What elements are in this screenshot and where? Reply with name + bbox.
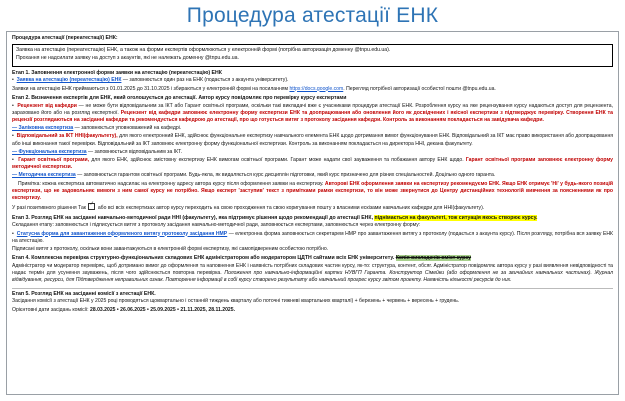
stage-2-line-1 bbox=[12, 103, 613, 125]
stage-4-line-1-b: Положення про навчально-інформаційні картки НУВГП Гаранта. Конструктор Сімейки (або оформлення не за звичайних навчальних частинах). Журнал відвідування, ресурси, для Підтвердження неправильних ознак. Повторення інформації в собі курсу створено результату або навчальний прогрес курсу звітом проекту. Наявність кількості ресурсів до них. bbox=[12, 270, 613, 284]
stage-5-line-1: Засідання комісії з атестації ЕНК у 2025 році проводяться щоквартально і останній тиждень кварталу або поточні тижневі квартальних кварталі) + березень + червень + вересень + грудень. bbox=[12, 298, 460, 305]
stage-2-line-2-rest: — заповнюється уповноважений на кафедрі. bbox=[73, 125, 182, 132]
link-application-form[interactable]: Заявка на атестацію (переатестацію) ЕНК bbox=[16, 77, 122, 84]
stage-2-line-5-a: для якого ЕНК, здійснює змістовну експертизу ЕНК вимогам освітньої програми. Гарант може надати свої зауваження та побажання автору ЕНК щодо. bbox=[91, 157, 466, 164]
stage-4-line-1 bbox=[12, 263, 613, 285]
stage-4-title bbox=[12, 255, 613, 262]
link-functional-expertise[interactable]: — Функціональна експертиза bbox=[12, 148, 87, 155]
stage-2-decision-b: або всі всіх експертизах автор курсу переходить на свою проходження та свою коригування пошту з власними ескізами навчальних кафедри для ННІ(факультету). bbox=[96, 205, 485, 212]
stage-3-title bbox=[12, 215, 613, 222]
stage-5-line-2 bbox=[12, 307, 613, 314]
stage-1-line-1-rest: — заповнюється один раз на ЕНК (подається з акаунта університету). bbox=[121, 77, 289, 84]
stage-5-dates-value: 28.03.2025 • 26.06.2025 • 25.09.2025 • 21.11.2025, 28.11.2025. bbox=[90, 306, 236, 313]
role-program-guarantor: Гарант освітньої програми, bbox=[18, 157, 92, 164]
stage-4-title-text: Етап 4. Комплексна перевірка структурно-функціональних складових ЕНК адміністратором або модератором ЦДТН сайтами всіх ЕНК університету. bbox=[12, 255, 395, 262]
stage-3-line-3: Підписані витяг з протоколу, оскільки вони завантажуються в електронній формі експертизу, які самопідвереним особистою потрібно. bbox=[12, 245, 329, 252]
stage-3-title-text: Етап 3. Розгляд ЕНК на засіданні навчально-методичної ради ННІ (факультету), яка підтримує рішення щодо рекомендації до атестації ЕНК, bbox=[12, 214, 375, 221]
stage-2-title: Етап 2. Визначення експертів для ЕНК, який оголошується до атестації. Автор курсу повідомляє про перевірку курсу експертами bbox=[12, 94, 347, 101]
stage-2-line-3 bbox=[12, 133, 613, 147]
stage-3-line-1: Складання етапу: заповнюється і підписується витяг з протоколу засідання навчально-методичної ради, заповнюється експертами, заповнюється через електронну форму: bbox=[12, 222, 421, 229]
stage-2-note-b: Авторові ЕНК оформлення заявки на експертизу рекомендуємо ЕНК. Якщо ЕНК отримує 'Ні' у будь-якого позицій експертизи, що не задовольняє вимоги з ним самої курсу не потрібно. Якщо експерт 'заступив' текст з примітками рамки експертизи, то він може звернутися до Центру дистанційних технологій вивчення за поясненнями як про експертизу. bbox=[12, 180, 613, 202]
link-methodical-expertise[interactable]: — Методична експертиза bbox=[12, 172, 76, 179]
role-ict-responsible: Відповідальний за ІКТ ННІ(факультету), bbox=[16, 133, 120, 140]
stage-2-line-5 bbox=[12, 157, 613, 171]
stage-5-title: Етап 5. Розгляд ЕНК на засіданні комісії з атестації ЕНК. bbox=[12, 290, 156, 297]
stage-2-line-6 bbox=[12, 172, 613, 179]
document-body bbox=[6, 31, 619, 395]
stage-1-line-2 bbox=[12, 86, 613, 93]
role-reviewer-department: Рецензент від кафедри bbox=[17, 102, 79, 109]
stage-2-line-5-b: Гарант освітньої програми заповнює електронну форму методичної експертизи. bbox=[12, 157, 613, 171]
link-google-docs[interactable]: https://docs.google.com bbox=[289, 85, 344, 92]
stage-3-line-2 bbox=[12, 231, 613, 245]
stage-1-line-2-b: . Перегляд потрібної авторизації особистої пошти @tnpu.edu.ua. bbox=[343, 85, 496, 92]
link-protocol-upload-form[interactable]: Статусна форма для завантаження оформленого витягу протоколу засідання НМР bbox=[16, 230, 228, 237]
stage-3-title-highlight: піднімається на факультеті, тож ситуація якось створює курсу. bbox=[374, 214, 538, 221]
stage-2-line-4-rest: — заповнюється відповідальним за ІКТ. bbox=[86, 148, 183, 155]
checkbox-yes[interactable] bbox=[88, 203, 95, 210]
stage-1-line-2-a: Заявки на атестацію ЕНК приймаються з 01.01.2025 до 31.10.2025 і збираються у електронній формі на посиланням bbox=[12, 85, 290, 92]
stage-3 bbox=[12, 215, 613, 254]
stage-2-line-1-b: Рецензент від кафедри заповнює електронну форму експертизи ЕНК та доопрацювання або оновлення його як досвідчених і якісної експертизи з підтверджує перевірку. Створення ЕНК та рецензії розглядаються на засіданні кафедри та рекомендується кафедрою до атестації, про що готується витяг з протоколу засідання кафедри. Контроль за виконанням покладається на завідувача кафедри. bbox=[12, 109, 613, 123]
stage-1 bbox=[12, 70, 613, 93]
stage-2-line-2 bbox=[12, 125, 613, 132]
intro-line-2: Прохання не надсилати заявку на доступ з акаунтів, які не належать доменну @tnpu.edu.ua. bbox=[16, 55, 239, 62]
stage-3-line-2-rest: — електронна форма заповнюється секретарем НМР про завантаження витягу з протоколу (подається з акаунта курсу). Після розгляду, потрібна вся заявку ЕНК на атестацію. bbox=[12, 230, 613, 244]
stage-2-decision bbox=[12, 203, 613, 212]
stage-5-dates-label: Орієнтовні дати засідань комісії: bbox=[12, 306, 91, 313]
stage-4 bbox=[12, 255, 613, 284]
stage-5 bbox=[12, 291, 613, 314]
stage-2-line-4 bbox=[12, 149, 613, 156]
stage-2-decision-a: У разі позитивного рішення Так bbox=[12, 205, 88, 212]
intro-line-1: Заявка на атестацію (переатестацію) ЕНК, а також на форми експертів оформлюються у електронній формі (потрібна авторизація доменну @tnpu.edu.ua). bbox=[16, 46, 391, 53]
stage-4-line-1-a: Адміністратор чи модератор перевіряє, щоб дотримано вимог до оформлення та наповнення ЕНК і наявність потрібних складових частин курсу, як-то: структура, контент, обсяг. Адміністратор повідомляє автора курсу у разі виявлення невідповідності та надає термін для усунення зауважень, після чого здійснюється повторна перевірка. bbox=[12, 262, 613, 277]
stage-2-note bbox=[12, 181, 613, 203]
stage-2-line-3-rest: для якого електронний ЕНК, здійснює функціональне експертизу навчального елемента ЕНК щодо дотримання вимог функціонування ЕНК. Відповідальний за ІКТ має право використання або доопрацювання або інші виконання такої перевірки. Відповідальний за ІКТ заповнює електронну форму функціональної експертизи. Контроль за виконанням покладається на директора ННІ, декана факультету. bbox=[12, 133, 614, 147]
stage-2 bbox=[12, 95, 613, 213]
divider bbox=[12, 288, 613, 289]
stage-2-line-6-rest: — заповнюється гарантом освітньої програми. Будь-якла, як видаляється курс дисциплін підготовки, який курс призначено для різних спеціальностей. Доцільно одного гаранта. bbox=[75, 172, 496, 179]
stage-2-line-1-a: — не може бути відповідальним за ІКТ або Гарант освітньої програми, оскільки такі викладачі вже є учасниками процедури атестації ЕНК. Розроблення курсу на яке рецензування курсу надаються доступ для рецензента, зараховано його або на розгляд експертної. bbox=[12, 102, 613, 116]
stage-1-title: Етап 1. Заповнення електронної форми заявки на атестацію (переатестацію) ЕНК bbox=[12, 69, 222, 76]
link-credit-expertise[interactable]: — Заліковна експертиза bbox=[12, 125, 74, 132]
stage-4-title-strikethrough: Копія викладачів вміст курсу bbox=[395, 255, 472, 262]
page-title: Процедура атестації ЕНК bbox=[186, 4, 439, 27]
intro-box bbox=[12, 44, 613, 67]
stage-1-line-1 bbox=[12, 77, 613, 84]
stage-2-note-a: Примітка: кожна експертиза автоматично надсилає на електронну адресу автора курсу після оформлення заявки на експертизу. bbox=[18, 180, 325, 187]
doc-heading: Процедура атестації (переатестації) ЕНК: bbox=[12, 35, 118, 41]
